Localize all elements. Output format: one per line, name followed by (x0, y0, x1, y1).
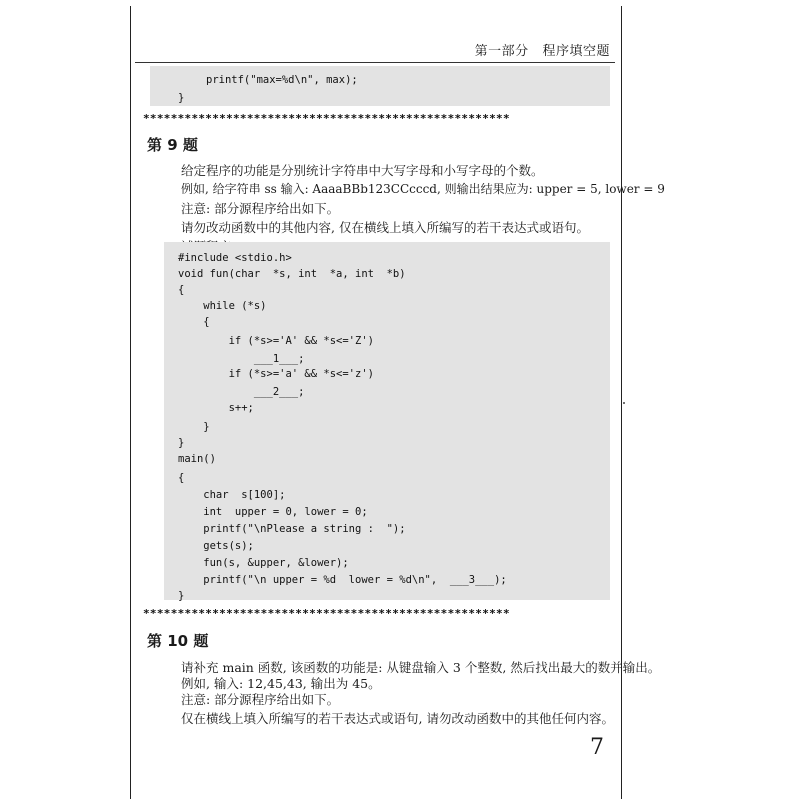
separator-stars: ***************************************************** (143, 607, 510, 620)
problem-10-heading: 第 10 题 (147, 632, 209, 650)
code-line: gets(s); (178, 540, 254, 552)
code-line: { (178, 472, 185, 484)
problem-10-line: 请补充 main 函数, 该函数的功能是: 从键盘输入 3 个整数, 然后找出最大的数并输出。 (181, 660, 661, 675)
problem-10-line: 例如, 输入: 12,45,43, 输出为 45。 (181, 676, 381, 691)
code-line: s++; (178, 402, 254, 414)
problem-10-line: 仅在横线上填入所编写的若干表达式或语句, 请勿改动函数中的其他任何内容。 (181, 711, 614, 726)
code-line: if (*s>='A' && *s<='Z') (178, 335, 374, 347)
code-line: { (178, 284, 185, 296)
code-line: } (178, 421, 210, 433)
header-title: 程序填空题 (542, 44, 610, 59)
code-line: } (178, 92, 185, 104)
separator-stars: ***************************************************** (143, 112, 510, 125)
code-line: #include <stdio.h> (178, 252, 292, 264)
problem-9-line: 请勿改动函数中的其他内容, 仅在横线上填入所编写的若干表达式或语句。 (181, 220, 589, 235)
problem-9-line: 给定程序的功能是分别统计字符串中大写字母和小写字母的个数。 (181, 163, 544, 178)
print-speck (623, 402, 625, 404)
code-line: printf("max=%d\n", max); (206, 74, 358, 86)
code-line: fun(s, &upper, &lower); (178, 557, 349, 569)
code-line: main() (178, 453, 216, 465)
header-rule (135, 62, 615, 63)
problem-9-heading: 第 9 题 (147, 136, 198, 154)
code-line: char s[100]; (178, 489, 286, 501)
code-line: } (178, 437, 185, 449)
code-line: if (*s>='a' && *s<='z') (178, 368, 374, 380)
running-header (475, 40, 610, 59)
code-line: { (178, 316, 210, 328)
code-line: int upper = 0, lower = 0; (178, 506, 368, 518)
problem-10-line: 注意: 部分源程序给出如下。 (181, 692, 340, 707)
header-section: 第一部分 (474, 44, 529, 59)
problem-9-line: 例如, 给字符串 ss 输入: AaaaBBb123CCcccd, 则输出结果应为: upper = 5, lower = 9 (181, 182, 665, 196)
code-block-top (150, 66, 610, 106)
code-line: } (178, 590, 185, 602)
code-line: ___2___; (178, 386, 305, 398)
problem-9-line: 注意: 部分源程序给出如下。 (181, 201, 340, 216)
code-line: void fun(char *s, int *a, int *b) (178, 268, 406, 280)
code-line: printf("\nPlease a string : "); (178, 523, 406, 535)
code-line: ___1___; (178, 353, 305, 365)
page-number: 7 (590, 735, 604, 760)
code-line: printf("\n upper = %d lower = %d\n", ___3___); (178, 574, 507, 586)
code-line: while (*s) (178, 300, 267, 312)
